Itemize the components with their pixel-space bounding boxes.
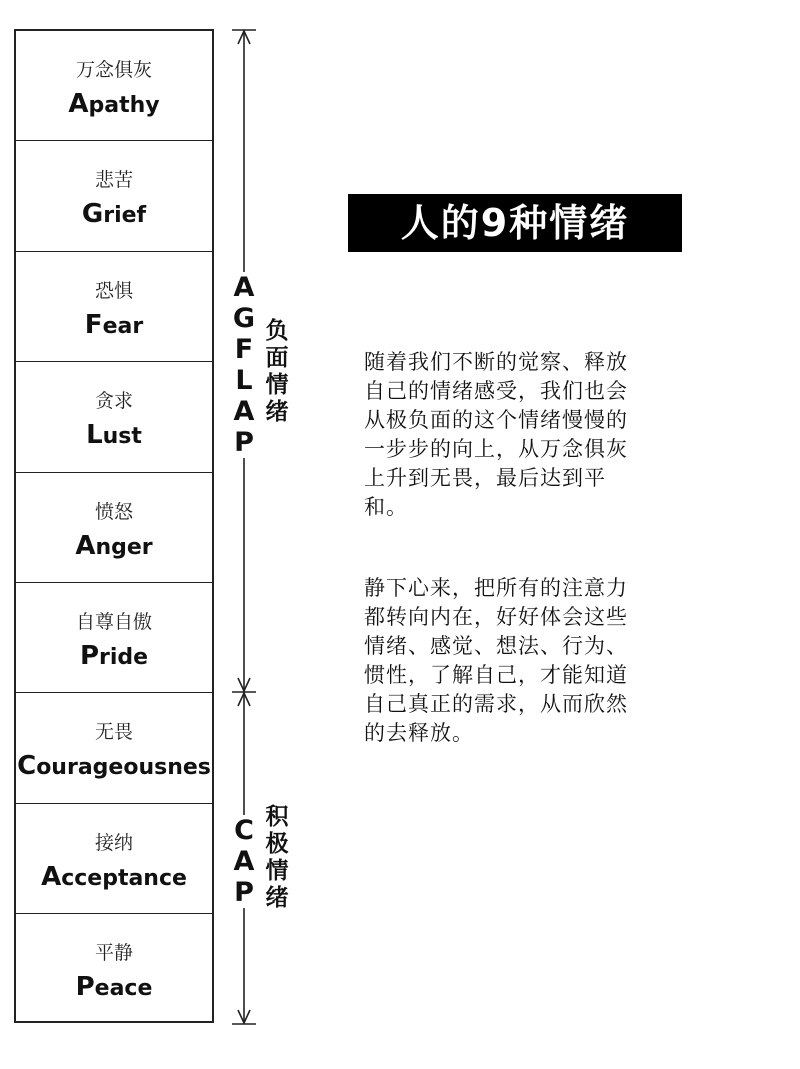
emotion-en-label <box>16 199 212 229</box>
ladder-cell-anger <box>16 473 212 583</box>
emotion-cn-label: 愤怒 <box>94 500 133 523</box>
label-char: 绪 <box>265 885 289 911</box>
emotion-en-initial: F <box>84 309 103 340</box>
label-char: 绪 <box>265 399 289 425</box>
emotion-en-initial: A <box>68 89 89 119</box>
ladder-cell-courageousness <box>16 693 212 803</box>
acronym-letter: P <box>234 427 254 458</box>
emotion-cn-label: 无畏 <box>94 721 133 744</box>
label-char: 面 <box>265 345 289 371</box>
emotion-cn-label: 自尊自傲 <box>75 611 152 633</box>
emotion-en-initial: L <box>86 420 103 451</box>
emotion-en-label <box>16 310 212 340</box>
acronym-letter: C <box>234 815 254 846</box>
label-char: 情 <box>265 372 289 398</box>
emotion-cn-label: 恐惧 <box>94 279 133 302</box>
ladder-cell-pride <box>16 583 212 693</box>
ladder-cell-acceptance <box>16 804 212 914</box>
paragraph-line: 自己的情绪感受，我们也会 <box>364 379 628 403</box>
emotion-en-label <box>16 89 212 119</box>
paragraph-line: 从极负面的这个情绪慢慢的 <box>364 408 628 432</box>
positive-acronym <box>232 815 256 908</box>
paragraph-line: 情绪、感觉、想法、行为、 <box>364 634 628 658</box>
paragraph-line: 的去释放。 <box>364 721 474 745</box>
acronym-letter: G <box>232 303 256 334</box>
ladder-cell-fear <box>16 252 212 362</box>
emotion-cn-label: 接纳 <box>94 831 133 854</box>
ladder-cell-grief <box>16 141 212 251</box>
paragraph-line: 上升到无畏，最后达到平 <box>364 466 606 490</box>
emotion-en-initial: A <box>41 861 62 892</box>
emotion-en-rest: pathy <box>88 93 160 118</box>
emotion-en-initial: A <box>75 530 96 561</box>
emotion-en-rest: ear <box>102 313 144 339</box>
acronym-letter: F <box>234 334 254 365</box>
paragraph-line: 都转向内在，好好体会这些 <box>364 605 628 629</box>
emotion-en-label <box>16 751 212 781</box>
label-char: 负 <box>265 318 289 344</box>
acronym-letter: L <box>235 365 253 396</box>
emotion-cn-label: 贪求 <box>94 390 133 413</box>
emotion-en-rest: rief <box>103 203 147 229</box>
acronym-letter: P <box>234 877 254 908</box>
emotion-cn-label: 悲苦 <box>94 169 133 192</box>
acronym-letter: A <box>233 846 255 877</box>
emotion-en-rest: eace <box>94 976 153 1002</box>
label-char: 情 <box>265 858 289 884</box>
paragraph-line: 自己真正的需求，从而欣然 <box>364 692 628 716</box>
emotion-en-rest: cceptance <box>61 865 187 891</box>
paragraph-release <box>364 574 676 748</box>
acronym-letter: A <box>233 396 255 427</box>
acronym-letter: A <box>233 272 255 303</box>
paragraph-line: 和。 <box>364 495 408 519</box>
ladder-cell-apathy <box>16 31 212 141</box>
positive-emotions-label <box>262 804 292 912</box>
label-char: 极 <box>265 831 289 857</box>
emotion-en-rest: nger <box>95 534 153 560</box>
page-title: 人的9种情绪 <box>348 194 682 252</box>
emotion-en-initial: G <box>81 199 104 230</box>
emotion-en-rest: ride <box>99 645 149 670</box>
emotion-en-label <box>16 420 212 450</box>
paragraph-line: 一步步的向上，从万念俱灰 <box>364 437 628 461</box>
paragraph-line: 随着我们不断的觉察、释放 <box>364 350 628 374</box>
negative-emotions-label <box>262 318 292 426</box>
paragraph-awareness <box>364 348 676 522</box>
paragraph-line: 静下心来，把所有的注意力 <box>364 576 628 600</box>
emotion-en-label <box>16 531 212 561</box>
emotion-en-label <box>16 972 212 1002</box>
emotion-en-initial: C <box>17 751 37 782</box>
emotion-en-initial: P <box>79 641 99 671</box>
paragraph-line: 惯性，了解自己，才能知道 <box>364 663 628 687</box>
ladder-cell-peace <box>16 914 212 1024</box>
emotion-en-label <box>16 862 212 892</box>
emotion-en-rest: ust <box>102 424 142 450</box>
emotion-en-label <box>16 641 212 671</box>
negative-acronym <box>232 272 256 458</box>
emotion-en-initial: P <box>75 972 95 1003</box>
emotion-cn-label: 万念俱灰 <box>75 59 152 81</box>
label-char: 积 <box>265 804 289 830</box>
ladder-cell-lust <box>16 362 212 472</box>
emotion-ladder <box>14 29 214 1023</box>
emotion-cn-label: 平静 <box>94 942 133 965</box>
emotion-en-rest: ourageousnes <box>36 755 211 781</box>
